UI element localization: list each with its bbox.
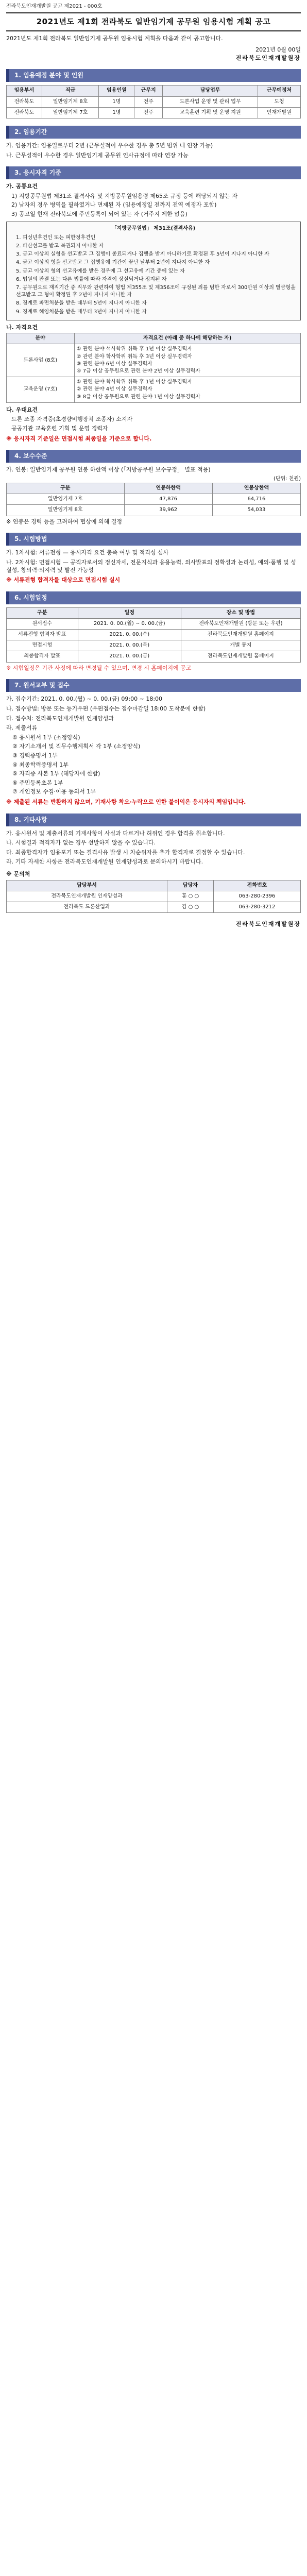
pay-row-cell: 64,716 xyxy=(212,494,300,505)
recruit-row-cell: 전라북도 xyxy=(7,96,42,107)
contact-row-cell: 김 ○ ○ xyxy=(167,902,214,913)
qual-c-list xyxy=(11,415,301,432)
table-header-cell: 근무지 xyxy=(134,86,163,96)
disqualification-box-title: 「지방공무원법」 제31조(결격사유) xyxy=(111,225,196,231)
schedule-row-cell: 원서접수 xyxy=(7,618,78,629)
table-header-cell: 자격요건 (아래 중 하나에 해당하는 자) xyxy=(74,333,300,344)
table-header-cell: 임용부서 xyxy=(7,86,42,96)
pay-row-cell: 39,962 xyxy=(124,505,212,516)
apply-doc-item: ③ 경력증명서 1부 xyxy=(12,752,58,759)
disqualification-list xyxy=(16,234,296,316)
qualification-row-cell: 드론사업 (8호) xyxy=(7,344,75,377)
table-header-cell: 연봉하한액 xyxy=(124,483,212,494)
qual-note: ※ 응시자격 기준일은 면접시험 최종일을 기준으로 합니다. xyxy=(6,435,152,442)
disqualification-item: 2. 파산선고를 받고 복권되지 아니한 자 xyxy=(16,243,104,249)
section-period-title: 2. 임용기간 xyxy=(6,126,301,139)
exam-item: 가. 1차시험: 서류전형 — 응시자격 요건 충족 여부 및 적격성 심사 xyxy=(6,549,169,556)
apply-doc-item: ① 응시원서 1부 (소정양식) xyxy=(12,734,80,741)
apply-doc-item: ⑥ 주민등록초본 1부 xyxy=(12,779,63,786)
qual-b-title: 나. 자격요건 xyxy=(6,324,38,331)
schedule-note: ※ 시험일정은 기관 사정에 따라 변경될 수 있으며, 변경 시 홈페이지에 공고 xyxy=(6,664,192,671)
contact-row-cell: 063-280-3212 xyxy=(213,902,300,913)
pay-unit: (단위: 천원) xyxy=(274,476,301,482)
disqualification-item: 7. 공무원으로 재직기간 중 직무와 관련하여 형법 제355조 및 제356조에 규정된 죄를 범한 자로서 300만원 이상의 벌금형을 선고받고 그 형이 확정된 후 2년이 지나지 아니한 자 xyxy=(16,284,296,298)
disqualification-item: 9. 징계로 해임처분을 받은 때부터 3년이 지나지 아니한 자 xyxy=(16,309,147,315)
qual-c-item: 드론 조종 자격증(초경량비행장치 조종자) 소지자 xyxy=(11,416,133,423)
disqualification-item: 6. 법원의 판결 또는 다른 법률에 따라 자격이 상실되거나 정지된 자 xyxy=(16,276,167,282)
section-recruit-title: 1. 임용예정 분야 및 인원 xyxy=(6,69,301,82)
table-header-cell: 연봉상한액 xyxy=(212,483,300,494)
recruit-row-cell: 일반임기제 7호 xyxy=(42,107,99,118)
pay-row-cell: 47,876 xyxy=(124,494,212,505)
schedule-row-cell: 2021. 0. 00.(수) xyxy=(78,630,181,640)
schedule-table xyxy=(6,607,301,663)
period-item: 가. 임용기간: 임용일로부터 2년 (근무실적이 우수한 경우 총 5년 범위 내 연장 가능) xyxy=(6,142,213,149)
recruit-row-cell: 교육훈련 기획 및 운영 지원 xyxy=(163,107,258,118)
table-header-cell: 담당부서 xyxy=(7,880,167,891)
apply-list xyxy=(6,695,301,732)
table-header-cell: 구분 xyxy=(7,607,78,618)
schedule-row-cell: 전라북도인재개발원 (방문 또는 우편) xyxy=(181,618,300,629)
section-pay-title: 4. 보수수준 xyxy=(6,450,301,463)
recruit-row-cell: 인재개발원 xyxy=(258,107,301,118)
footer-org: 전라북도인재개발원장 xyxy=(235,921,301,928)
pay-row xyxy=(7,505,301,516)
recruit-row-cell: 전주 xyxy=(134,107,163,118)
disqualification-item: 3. 금고 이상의 실형을 선고받고 그 집행이 종료되거나 집행을 받지 아니하기로 확정된 후 5년이 지나지 아니한 자 xyxy=(16,251,269,258)
contact-row xyxy=(7,891,301,902)
disqualification-item: 5. 금고 이상의 형의 선고유예를 받은 경우에 그 선고유예 기간 중에 있는 자 xyxy=(16,268,185,274)
contact-row-cell: 063-280-2396 xyxy=(213,891,300,902)
table-header-cell: 직급 xyxy=(42,86,99,96)
table-header-cell: 분야 xyxy=(7,333,75,344)
apply-doc-item: ④ 최종학력증명서 1부 xyxy=(12,761,69,768)
contact-table xyxy=(6,880,301,913)
qualification-table xyxy=(6,333,301,403)
recruit-row xyxy=(7,107,301,118)
qualification-row-cell: ① 관련 분야 석사학위 취득 후 1년 이상 실무경력자 ② 관련 분야 학사학위 취득 후 3년 이상 실무경력자 ③ 관련 분야 6년 이상 실무경력자 ④ 7급 이상 공무원으로 관련 분야 2년 이상 실무경력자 xyxy=(74,344,300,377)
section-schedule-title: 6. 시험일정 xyxy=(6,591,301,604)
recruit-row-cell: 일반임기제 8호 xyxy=(42,96,99,107)
apply-doc-item: ⑦ 개인정보 수집·이용 동의서 1부 xyxy=(12,788,96,795)
issuing-org: 전라북도인재개발원장 xyxy=(235,54,301,61)
apply-note: ※ 제출된 서류는 반환하지 않으며, 기재사항 착오·누락으로 인한 불이익은 응시자의 책임입니다. xyxy=(6,799,246,806)
apply-item: 다. 접수처: 전라북도인재개발원 인재양성과 xyxy=(6,715,114,722)
schedule-row-cell: 2021. 0. 00.(금) xyxy=(78,651,181,662)
recruit-row-cell: 전주 xyxy=(134,96,163,107)
apply-doc-item: ⑤ 자격증 사본 1부 (해당자에 한함) xyxy=(12,770,100,777)
table-header-cell: 근무예정처 xyxy=(258,86,301,96)
qualification-row-cell: 교육운영 (7호) xyxy=(7,377,75,403)
exam-list xyxy=(6,549,301,574)
table-header-cell: 담당자 xyxy=(167,880,214,891)
misc-item: 라. 기타 자세한 사항은 전라북도인재개발원 인재양성과로 문의하시기 바랍니다. xyxy=(6,858,203,866)
apply-doc-item: ② 자기소개서 및 직무수행계획서 각 1부 (소정양식) xyxy=(12,743,141,750)
recruit-row-cell: 1명 xyxy=(99,107,134,118)
pay-row-cell: 54,033 xyxy=(212,505,300,516)
contact-row-cell: 홍 ○ ○ xyxy=(167,891,214,902)
contact-title: ※ 문의처 xyxy=(6,871,30,878)
pay-intro: 가. 연봉: 일반임기제 공무원 연봉 하한액 이상 (「지방공무원 보수규정」 별표 적용) xyxy=(6,466,211,473)
announce-date: 2021년 0월 00일 xyxy=(255,46,301,54)
pay-row-cell: 일반임기제 7호 xyxy=(7,494,125,505)
qual-c-title: 다. 우대요건 xyxy=(6,406,38,413)
period-list xyxy=(6,142,301,159)
pay-table xyxy=(6,483,301,516)
schedule-row-cell: 2021. 0. 00.(목) xyxy=(78,640,181,651)
table-header-cell: 임용인원 xyxy=(99,86,134,96)
apply-docs-list xyxy=(12,734,301,796)
schedule-row-cell: 서류전형 합격자 발표 xyxy=(7,630,78,640)
schedule-row xyxy=(7,630,301,640)
recruit-row-cell: 1명 xyxy=(99,96,134,107)
pay-row-cell: 일반임기제 8호 xyxy=(7,505,125,516)
exam-note: ※ 서류전형 합격자를 대상으로 면접시험 실시 xyxy=(6,577,121,584)
misc-item: 가. 응시원서 및 제출서류의 기재사항이 사실과 다르거나 허위인 경우 합격을 취소합니다. xyxy=(6,829,225,837)
apply-item: 라. 제출서류 xyxy=(6,724,38,732)
schedule-row-cell: 전라북도인재개발원 홈페이지 xyxy=(181,630,300,640)
section-exam-title: 5. 시험방법 xyxy=(6,533,301,546)
disqualification-item: 1. 피성년후견인 또는 피한정후견인 xyxy=(16,234,96,241)
page-title: 2021년도 제1회 전라북도 일반임기제 공무원 임용시험 계획 공고 xyxy=(6,12,301,31)
schedule-row-cell: 전라북도인재개발원 홈페이지 xyxy=(181,651,300,662)
section-apply-title: 7. 원서교부 및 접수 xyxy=(6,679,301,692)
schedule-row xyxy=(7,618,301,629)
schedule-row xyxy=(7,651,301,662)
table-header-cell: 장소 및 방법 xyxy=(181,607,300,618)
recruit-row-cell: 도청 xyxy=(258,96,301,107)
exam-item: 나. 2차시험: 면접시험 — 공직자로서의 정신자세, 전문지식과 응용능력, 의사발표의 정확성과 논리성, 예의·품행 및 성실성, 창의력·의지력 및 발전 가능성 xyxy=(6,558,296,574)
qual-a-item: 1) 지방공무원법 제31조 결격사유 및 지방공무원임용령 제65조 규정 등에 해당되지 않는 자 xyxy=(11,192,238,199)
table-header-cell: 구분 xyxy=(7,483,125,494)
qual-a-item: 2) 남자의 경우 병역을 필하였거나 면제된 자 (임용예정일 전까지 전역 예정자 포함) xyxy=(11,201,217,209)
section-misc-title: 8. 기타사항 xyxy=(6,814,301,826)
period-item: 나. 근무성적이 우수한 경우 일반임기제 공무원 인사규정에 따라 연장 가능 xyxy=(6,151,189,159)
table-header-cell: 전화번호 xyxy=(213,880,300,891)
schedule-row-cell: 개별 통지 xyxy=(181,640,300,651)
disqualification-item: 4. 금고 이상의 형을 선고받고 그 집행유예 기간이 끝난 날부터 2년이 지나지 아니한 자 xyxy=(16,260,210,266)
recruit-row-cell: 전라북도 xyxy=(7,107,42,118)
misc-list xyxy=(6,829,301,866)
schedule-row-cell: 면접시험 xyxy=(7,640,78,651)
schedule-row xyxy=(7,640,301,651)
recruit-table xyxy=(6,85,301,118)
contact-row-cell: 전라북도 드론산업과 xyxy=(7,902,167,913)
qual-a-title: 가. 공통요건 xyxy=(6,183,38,190)
section-qualification-title: 3. 응시자격 기준 xyxy=(6,166,301,179)
announcement-page xyxy=(0,0,307,941)
qualification-row-cell: ① 관련 분야 학사학위 취득 후 1년 이상 실무경력자 ② 관련 분야 4년 이상 실무경력자 ③ 8급 이상 공무원으로 관련 분야 1년 이상 실무경력자 xyxy=(74,377,300,403)
pay-note: ※ 연봉은 경력 등을 고려하여 협상에 의해 결정 xyxy=(6,518,122,525)
qual-a-list xyxy=(11,192,301,218)
apply-item: 가. 접수기간: 2021. 0. 00.(월) ~ 0. 00.(금) 09:00 ~ 18:00 xyxy=(6,696,163,703)
qual-a-item: 3) 공고일 현재 전라북도에 주민등록이 되어 있는 자 (거주지 제한 없음) xyxy=(11,211,187,218)
qual-c-item: 공공기관 교육훈련 기획 및 운영 경력자 xyxy=(11,425,108,432)
qualification-row xyxy=(7,377,301,403)
disqualification-box xyxy=(6,222,301,320)
intro-text: 2021년도 제1회 전라북도 일반임기제 공무원 임용시험 계획을 다음과 같이 공고합니다. xyxy=(6,35,223,42)
announcement-number: 전라북도인재개발원 공고 제2021 - 000호 xyxy=(6,4,103,9)
misc-item: 다. 최종합격자가 임용포기 또는 결격사유 발생 시 차순위자를 추가 합격자로 결정할 수 있습니다. xyxy=(6,849,245,856)
recruit-row-cell: 드론사업 운영 및 관리 업무 xyxy=(163,96,258,107)
contact-row-cell: 전라북도인재개발원 인재양성과 xyxy=(7,891,167,902)
table-header-cell: 담당업무 xyxy=(163,86,258,96)
schedule-row-cell: 2021. 0. 00.(월) ~ 0. 00.(금) xyxy=(78,618,181,629)
apply-item: 나. 접수방법: 방문 또는 등기우편 (우편접수는 접수마감일 18:00 도착분에 한함) xyxy=(6,705,206,712)
schedule-row-cell: 최종합격자 발표 xyxy=(7,651,78,662)
misc-item: 나. 시험결과 적격자가 없는 경우 선발하지 않을 수 있습니다. xyxy=(6,839,156,846)
qualification-row xyxy=(7,344,301,377)
table-header-cell: 일정 xyxy=(78,607,181,618)
recruit-row xyxy=(7,96,301,107)
disqualification-item: 8. 징계로 파면처분을 받은 때부터 5년이 지나지 아니한 자 xyxy=(16,300,147,307)
contact-row xyxy=(7,902,301,913)
pay-row xyxy=(7,494,301,505)
header-signature xyxy=(6,46,301,62)
